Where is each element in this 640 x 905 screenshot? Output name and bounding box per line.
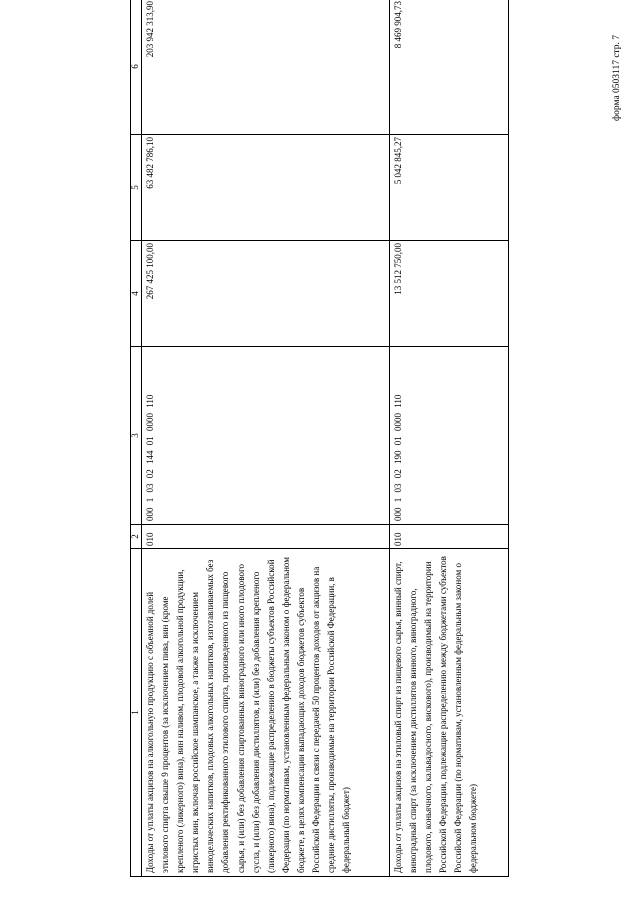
budget-classification-code: 000 1 03 02 190 01 0000 110 [390, 347, 509, 525]
column-header: 5 [131, 135, 142, 241]
column-number-row [131, 0, 142, 877]
line-code: 010 [142, 525, 390, 549]
amount-col5: 63 482 786,10 [142, 135, 390, 241]
row-description: Доходы от уплаты акцизов на этиловый спирт из пищевого сырья, винный спирт, виноградный спирт (за исключением дистиллятов винного, виноградного, плодового, коньячного, кальвадосного, вискового), производимый на территории Российской Федерации, подлежащие распределению между бюджетами субъектов Российской Федерации (по нормативам, установленным федеральным законом о федеральном бюджете) [390, 549, 509, 877]
column-header: 4 [131, 241, 142, 347]
table-row [142, 0, 390, 877]
column-header: 3 [131, 347, 142, 525]
table-row [390, 0, 509, 877]
amount-col5: 5 042 845,27 [390, 135, 509, 241]
column-header: 2 [131, 525, 142, 549]
amount-col4: 13 512 750,00 [390, 241, 509, 347]
amount-col6: 203 942 313,90 [142, 0, 390, 135]
column-header: 6 [131, 0, 142, 135]
line-code: 010 [390, 525, 509, 549]
budget-classification-code: 000 1 03 02 144 01 0000 110 [142, 347, 390, 525]
row-description: Доходы от уплаты акцизов на алкогольную продукцию с объемной долей этилового спирта свыше 9 процентов (за исключением пива, вин (кроме крепленого (ликерного) вина), вин наливом, плодовой алкогольной продукции, игристых вин, включая российское шампанское, а также за исключением винодельческих напитков, плодовых алкогольных напитков, изготавливаемых без добавления ректификованного этилового спирта, произведенного из пищевого сырья, и (или) без добавления спиртованных виноградного или иного плодового сусла, и (или) без добавления дистиллятов, и (или) без добавления крепленого (ликерного) вина), подлежащие распределению в бюджеты субъектов Российской Федерации (по нормативам, установленным федеральным законом о федеральном бюджете, в целях компенсации выпадающих доходов бюджетов субъектов Российской Федерации в связи с передачей 50 процентов доходов от акцизов на средние дистилляты, производимые на территории Российской Федерации, в федеральный бюджет) [142, 549, 390, 877]
form-reference: форма 0503117 стр. 7 [612, 34, 622, 121]
amount-col4: 267 425 100,00 [142, 241, 390, 347]
report-table [130, 0, 509, 877]
column-header: 1 [131, 549, 142, 877]
amount-col6: 8 469 904,73 [390, 0, 509, 135]
